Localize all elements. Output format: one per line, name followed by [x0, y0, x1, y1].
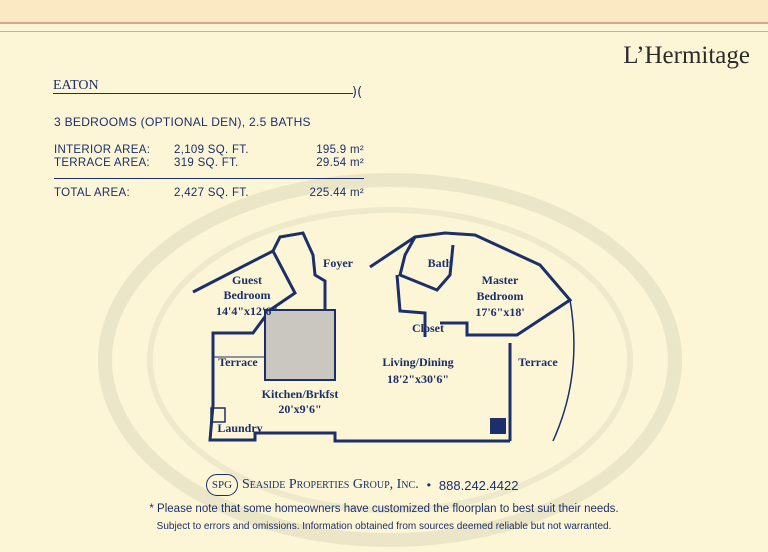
area-sqft: 2,109 SQ. FT.	[174, 144, 249, 156]
total-sqft: 2,427 SQ. FT.	[174, 187, 249, 199]
guest-bedroom-dims: 14'4"x12'6"	[216, 304, 278, 318]
spg-logo-icon: SPG	[206, 474, 238, 496]
floor-plan	[185, 215, 585, 445]
company-line	[206, 472, 518, 498]
brand-title: L’Hermitage	[623, 42, 750, 69]
terrace-right-label: Terrace	[518, 355, 558, 369]
plan-name-underline	[53, 93, 353, 94]
laundry-label: Laundry	[217, 421, 263, 435]
kitchen-core	[265, 310, 335, 380]
master-bedroom-label: Master	[481, 273, 519, 287]
customization-note: * Please note that some homeowners have customized the floorplan to best suit their needs.	[149, 503, 619, 515]
company-phone[interactable]: 888.242.4422	[438, 477, 519, 493]
area-label: TERRACE AREA:	[54, 157, 150, 169]
total-divider	[54, 178, 364, 179]
area-label: INTERIOR AREA:	[54, 144, 151, 156]
area-m2: 29.54 m²	[316, 157, 364, 169]
area-row-total	[54, 187, 374, 201]
bullet-separator: •	[426, 478, 431, 492]
kitchen-label: Kitchen/Brkfst	[261, 387, 339, 401]
total-label: TOTAL AREA:	[54, 187, 130, 199]
top-band	[0, 0, 768, 24]
foyer-label: Foyer	[323, 256, 353, 270]
plan-configuration: 3 BEDROOMS (OPTIONAL DEN), 2.5 BATHS	[54, 115, 311, 129]
guest-bedroom-label: Guest	[232, 273, 262, 287]
area-row-terrace	[54, 157, 374, 171]
closet-label: Closet	[412, 321, 444, 335]
plan-name: EATON	[53, 78, 99, 93]
area-m2: 195.9 m²	[316, 144, 364, 156]
total-m2: 225.44 m²	[309, 187, 364, 199]
kitchen-dims: 20'x9'6"	[278, 402, 322, 416]
master-bedroom-walls	[370, 233, 570, 335]
company-name: Seaside Properties Group, Inc.	[242, 477, 419, 492]
underline-ornament-icon: )(	[352, 85, 363, 100]
master-bedroom-label-2: Bedroom	[476, 289, 524, 303]
top-divider	[0, 31, 768, 32]
guest-bedroom-label-2: Bedroom	[223, 288, 271, 302]
structural-column	[490, 418, 506, 434]
disclaimer: Subject to errors and omissions. Information obtained from sources deemed reliable but not warranted.	[156, 521, 612, 532]
master-bedroom-dims: 17'6"x18'	[475, 305, 525, 319]
area-row-interior	[54, 144, 374, 158]
living-dining-dims: 18'2"x30'6"	[387, 372, 449, 386]
bath-label: Bath	[427, 256, 453, 270]
living-dining-label: Living/Dining	[382, 355, 454, 369]
area-sqft: 319 SQ. FT.	[174, 157, 239, 169]
terrace-curve	[553, 300, 574, 441]
terrace-left-label: Terrace	[218, 355, 258, 369]
